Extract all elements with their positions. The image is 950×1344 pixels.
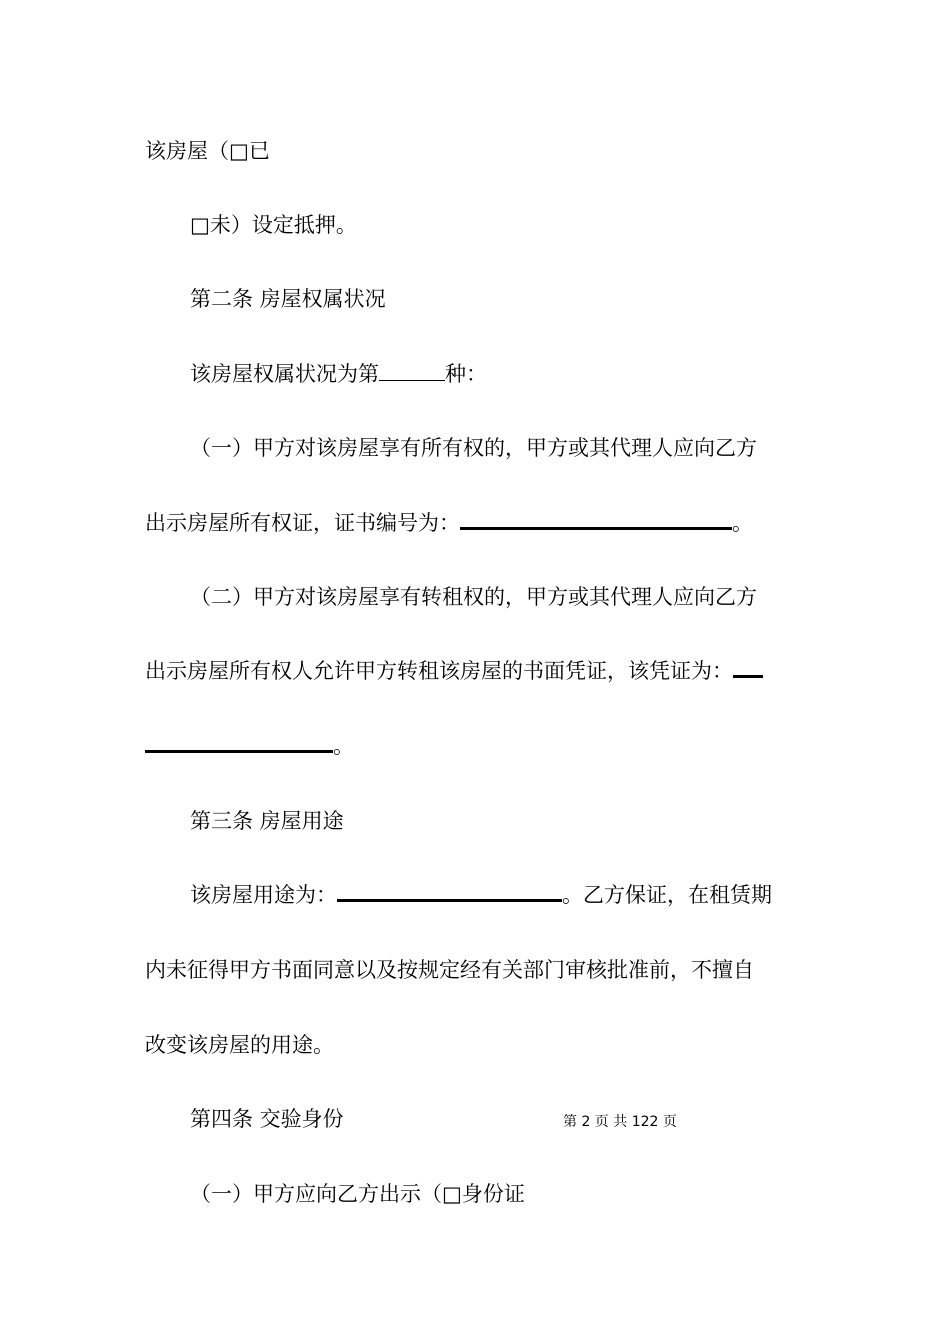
heading-text: 第四条 交验身份	[190, 1107, 344, 1131]
paragraph-line	[190, 880, 772, 910]
line-text: 改变该房屋的用途。	[145, 1033, 334, 1057]
line-text: 该房屋权属状况为第	[190, 362, 379, 386]
line-text: （二）甲方对该房屋享有转租权的，甲方或其代理人应向乙方	[190, 585, 757, 609]
fill-blank	[379, 380, 445, 381]
usage-blank	[337, 899, 562, 902]
line-text: （一）甲方应向乙方出示（□身份证	[190, 1182, 525, 1206]
paragraph-line	[190, 582, 757, 612]
line-text: □未）设定抵押。	[190, 213, 357, 237]
line-text: （一）甲方对该房屋享有所有权的，甲方或其代理人应向乙方	[190, 436, 757, 460]
paragraph-line	[190, 210, 357, 240]
paragraph-line	[145, 955, 754, 985]
line-text: 内未征得甲方书面同意以及按规定经有关部门审核批准前，不擅自	[145, 958, 754, 982]
section-heading	[190, 284, 386, 314]
paragraph-line	[145, 136, 270, 166]
line-text: 出示房屋所有权证，证书编号为：	[145, 511, 460, 535]
paragraph-line	[145, 1030, 334, 1060]
certificate-number-blank	[460, 527, 732, 530]
heading-text: 第三条 房屋用途	[190, 809, 344, 833]
paragraph-line	[145, 508, 753, 538]
section-heading	[190, 806, 344, 836]
voucher-blank-start	[733, 675, 763, 678]
paragraph-line	[190, 433, 757, 463]
line-text: 该房屋（□已	[145, 139, 270, 163]
line-text: 种：	[445, 362, 487, 386]
heading-text: 第二条 房屋权属状况	[190, 287, 386, 311]
voucher-blank-end	[145, 750, 333, 753]
line-text: 。	[732, 511, 753, 535]
line-text: 该房屋用途为：	[190, 883, 337, 907]
section-heading	[190, 1104, 344, 1134]
page-number: 第 2 页 共 122 页	[563, 1114, 677, 1130]
paragraph-line	[145, 656, 763, 686]
line-text: 。	[333, 734, 354, 758]
line-text: 。乙方保证，在租赁期	[562, 883, 772, 907]
paragraph-line	[145, 731, 354, 761]
paragraph-line	[190, 1179, 525, 1209]
line-text: 出示房屋所有权人允许甲方转租该房屋的书面凭证，该凭证为：	[145, 659, 733, 683]
paragraph-line	[190, 359, 487, 389]
